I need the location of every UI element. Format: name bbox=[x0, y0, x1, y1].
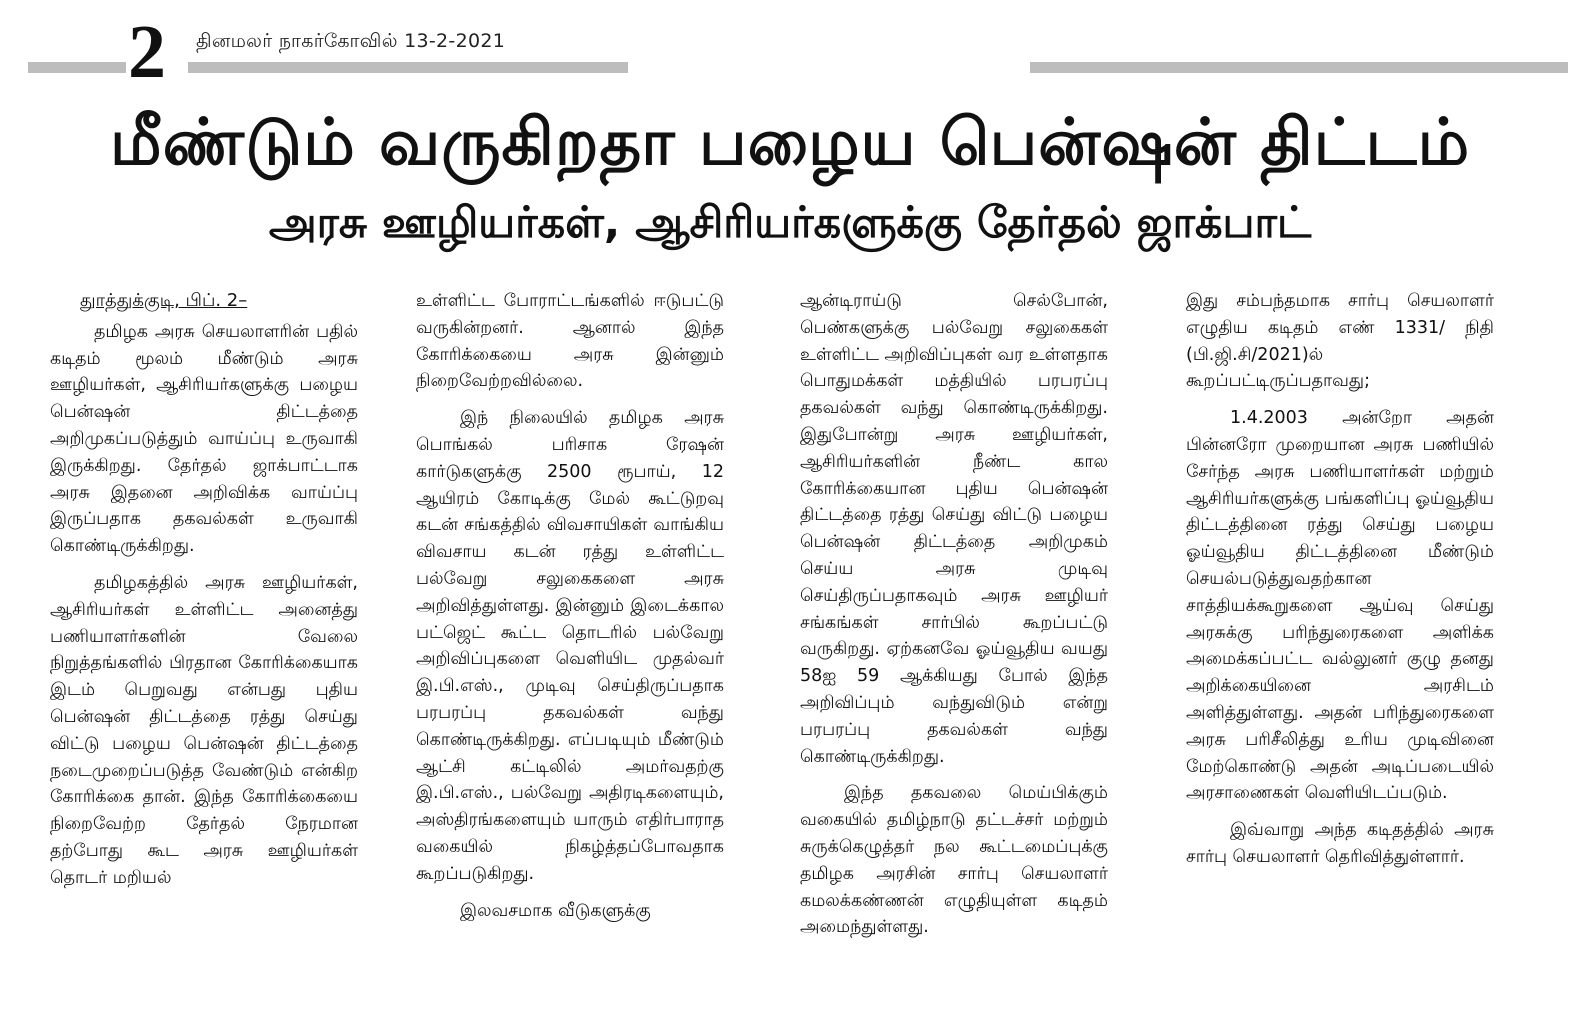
header-rule-middle bbox=[188, 62, 628, 73]
page-number: 2 bbox=[128, 10, 166, 94]
article-column-2 bbox=[416, 288, 724, 1008]
paragraph: உள்ளிட்ட போராட்டங்களில் ஈடுபட்டு வருகின்றனர். ஆனால் இந்த கோரிக்கையை அரசு இன்னும் நிறைவேற்றவில்லை. bbox=[416, 291, 724, 392]
dateline: துாத்துக்குடி, பிப். 2– bbox=[80, 290, 248, 311]
subheadline: அரசு ஊழியர்கள், ஆசிரியர்களுக்கு தேர்தல் ஜாக்பாட் bbox=[268, 198, 1312, 248]
paragraph: இது சம்பந்தமாக சார்பு செயலாளர் எழுதிய கடிதம் எண் 1331/ நிதி (பி.ஜி.சி/2021)ல் கூறப்பட்டிருப்பதாவது; bbox=[1186, 291, 1494, 392]
article-column-1 bbox=[50, 288, 358, 1008]
article-column-3 bbox=[800, 288, 1108, 1008]
article-column-4 bbox=[1186, 288, 1494, 1008]
paragraph: இவ்வாறு அந்த கடிதத்தில் அரசு சார்பு செயலாளர் தெரிவித்துள்ளார். bbox=[1186, 820, 1494, 867]
paragraph: தமிழகத்தில் அரசு ஊழியர்கள், ஆசிரியர்கள் உள்ளிட்ட அனைத்து பணியாளர்களின் வேலை நிறுத்தங்களில் பிரதான கோரிக்கையாக இடம் பெறுவது என்பது புதிய பென்ஷன் திட்டத்தை ரத்து செய்து விட்டு பழைய பென்ஷன் திட்டத்தை நடைமுறைப்படுத்த வேண்டும் என்கிற கோரிக்கை தான். இந்த கோரிக்கையை நிறைவேற்ற தேர்தல் நேரமான தற்போது கூட அரசு ஊழியர்கள் தொடர் மறியல் bbox=[50, 572, 358, 888]
paragraph: தமிழக அரசு செயலாளரின் பதில் கடிதம் மூலம் மீண்டும் அரசு ஊழியர்கள், ஆசிரியர்களுக்கு பழைய பென்ஷன் திட்டத்தை அறிமுகப்படுத்தும் வாய்ப்பு உருவாகி இருக்கிறது. தேர்தல் ஜாக்பாட்டாக அரசு இதனை அறிவிக்க வாய்ப்பு இருப்பதாக தகவல்கள் உருவாகி கொண்டிருக்கிறது. bbox=[50, 321, 358, 557]
paragraph: ஆன்டிராய்டு செல்போன், பெண்களுக்கு பல்வேறு சலுகைகள் உள்ளிட்ட அறிவிப்புகள் வர உள்ளதாக பொதுமக்கள் மத்தியில் பரபரப்பு தகவல்கள் வந்து கொண்டிருக்கிறது. இதுபோன்று அரசு ஊழியர்கள், ஆசிரியர்களின் நீண்ட கால கோரிக்கையான புதிய பென்ஷன் திட்டத்தை ரத்து செய்து விட்டு பழைய பென்ஷன் திட்டத்தை அறிமுகம் செய்ய அரசு முடிவு செய்திருப்பதாகவும் அரசு ஊழியர் சங்கங்கள் சார்பில் கூறப்பட்டு வருகிறது. ஏற்கனவே ஓய்வூதிய வயது 58ஐ 59 ஆக்கியது போல் இந்த அறிவிப்பும் வந்துவிடும் என்று பரபரப்பு தகவல்கள் வந்து கொண்டிருக்கிறது. bbox=[800, 291, 1108, 767]
paragraph: இந்த தகவலை மெய்பிக்கும் வகையில் தமிழ்நாடு தட்டச்சர் மற்றும் சுருக்கெழுத்தர் நல கூட்டமைப்புக்கு தமிழக அரசின் சார்பு செயலாளர் கமலக்கண்ணன் எழுதியுள்ள கடிதம் அமைந்துள்ளது. bbox=[800, 783, 1108, 938]
paragraph: இலவசமாக வீடுகளுக்கு bbox=[460, 900, 651, 921]
header-rule-left bbox=[28, 62, 126, 73]
paragraph: 1.4.2003 அன்றோ அதன் பின்னரோ முறையான அரசு பணியில் சேர்ந்த அரசு பணியாளர்கள் மற்றும் ஆசிரியர்களுக்கு பங்களிப்பு ஓய்வூதிய திட்டத்தினை ரத்து செய்து பழைய ஓய்வூதிய திட்டத்தினை மீண்டும் செயல்படுத்துவதற்கான சாத்தியக்கூறுகளை ஆய்வு செய்து அரசுக்கு பரிந்துரைகளை அளிக்க அமைக்கப்பட்ட வல்லுனர் குழு தனது அறிக்கையினை அரசிடம் அளித்துள்ளது. அதன் பரிந்துரைகளை அரசு பரிசீலித்து உரிய முடிவினை மேற்கொண்டு அதன் அடிப்படையில் அரசாணைகள் வெளியிடப்படும். bbox=[1186, 408, 1494, 804]
headline: மீண்டும் வருகிறதா பழைய பென்ஷன் திட்டம் bbox=[109, 106, 1471, 180]
header-rule-right bbox=[1030, 62, 1568, 73]
paragraph: இந் நிலையில் தமிழக அரசு பொங்கல் பரிசாக ரேஷன் கார்டுகளுக்கு 2500 ரூபாய், 12 ஆயிரம் கோடிக்கு மேல் கூட்டுறவு கடன் சங்கத்தில் விவசாயிகள் வாங்கிய விவசாய கடன் ரத்து உள்ளிட்ட பல்வேறு சலுகைகளை அரசு அறிவித்துள்ளது. இன்னும் இடைக்கால பட்ஜெட் கூட்ட தொடரில் பல்வேறு அறிவிப்புகளை வெளியிட முதல்வர் இ.பி.எஸ்., முடிவு செய்திருப்பதாக பரபரப்பு தகவல்கள் வந்து கொண்டிருக்கிறது. எப்படியும் மீண்டும் ஆட்சி கட்டிலில் அமர்வதற்கு இ.பி.எஸ்., பல்வேறு அதிரடிகளையும், அஸ்திரங்களையும் யாரும் எதிர்பாராத வகையில் நிகழ்த்தப்போவதாக கூறப்படுகிறது. bbox=[416, 408, 724, 884]
masthead: தினமலர் நாகர்கோவில் 13-2-2021 bbox=[196, 30, 506, 52]
